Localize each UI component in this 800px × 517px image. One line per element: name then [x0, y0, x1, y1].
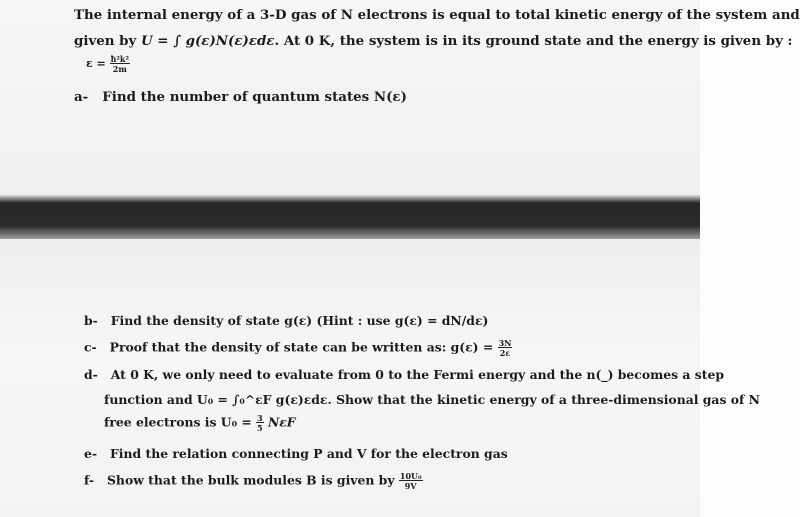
question-d-denominator: 5 — [257, 423, 263, 433]
question-e — [84, 446, 508, 461]
question-b — [84, 313, 488, 328]
question-a — [74, 89, 407, 105]
question-f-text: Show that the bulk modules B is given by — [106, 472, 395, 488]
question-b-marker: b- — [84, 313, 98, 328]
question-a-marker: a- — [74, 89, 89, 105]
dark-gap — [0, 195, 700, 239]
question-e-marker: e- — [84, 446, 98, 461]
intro-line-1: The internal energy of a 3-D gas of N electrons is equal to total kinetic energy of the system and — [74, 7, 800, 23]
energy-denominator: 2m — [112, 64, 127, 74]
question-d-line-2: function and U₀ = ∫₀^εF g(ε)εdε. Show that the kinetic energy of a three-dimensional gas of N — [104, 392, 760, 407]
intro-line-2 — [74, 33, 792, 49]
question-c-denominator: 2ε — [499, 348, 511, 358]
question-f-denominator: 9V — [404, 481, 417, 491]
question-e-text: Find the relation connecting P and V for the electron gas — [109, 446, 508, 461]
question-a-text: Find the number of quantum states N(ε) — [102, 89, 407, 105]
question-d-line-1 — [84, 367, 724, 382]
question-f-marker: f- — [84, 472, 95, 488]
question-d-fraction — [256, 414, 264, 432]
question-d-numerator: 3 — [257, 413, 263, 423]
question-d-suffix: NεF — [267, 414, 296, 430]
energy-fraction — [110, 55, 130, 73]
question-f — [84, 472, 423, 490]
intro-line-2-prefix: given by — [74, 33, 141, 49]
intro-line-2-suffix: . At 0 K, the system is in its ground state and the energy is given by : — [274, 33, 793, 49]
question-d-marker: d- — [84, 367, 98, 382]
question-d-line-3 — [104, 414, 296, 432]
question-c-marker: c- — [84, 339, 97, 355]
question-c — [84, 339, 512, 357]
question-b-text: Find the density of state g(ε) (Hint : use g(ε) = dN/dε) — [110, 313, 489, 328]
energy-formula — [86, 55, 130, 73]
question-c-numerator: 3N — [498, 338, 512, 348]
question-f-numerator: 10U₀ — [399, 471, 422, 481]
energy-lhs: ε = — [86, 57, 106, 70]
question-c-fraction — [498, 339, 513, 357]
question-d-text-1: At 0 K, we only need to evaluate from 0 to the Fermi energy and the n(_) becomes a step — [110, 367, 724, 382]
internal-energy-formula: U = ∫ g(ε)N(ε)εdε — [140, 33, 275, 49]
energy-numerator: ħ²k² — [110, 54, 129, 64]
question-d-text-3: free electrons is U₀ = — [104, 414, 252, 430]
question-c-text: Proof that the density of state can be written as: g(ε) = — [109, 339, 494, 355]
question-f-fraction — [399, 472, 423, 490]
